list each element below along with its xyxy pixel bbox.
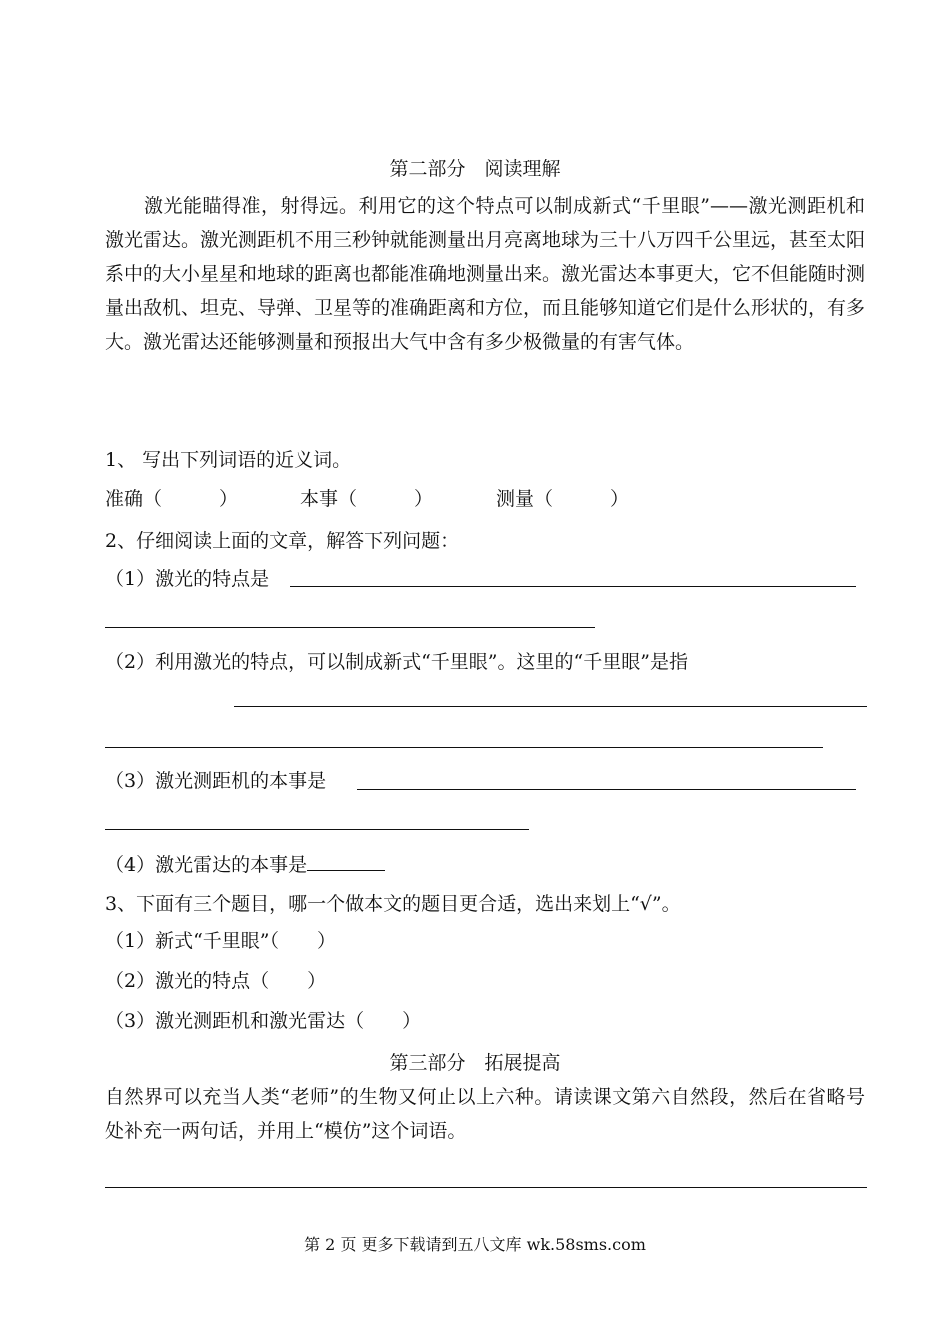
answer-line — [290, 586, 856, 587]
q3-option-1: （1）新式“千里眼”（ ） — [105, 930, 337, 952]
answer-blank — [307, 852, 385, 871]
q1-prompt: 1、 写出下列词语的近义词。 — [105, 449, 352, 471]
q1-word-1: 准确（ ） — [105, 488, 239, 510]
page-footer: 第 2 页 更多下载请到五八文库 wk.58sms.com — [304, 1235, 646, 1254]
answer-line — [105, 829, 529, 830]
q1-word-3: 测量（ ） — [496, 488, 630, 510]
q2-prompt: 2、仔细阅读上面的文章，解答下列问题： — [105, 530, 460, 552]
answer-line — [234, 706, 867, 707]
answer-line — [105, 747, 823, 748]
answer-line — [105, 627, 595, 628]
part2-title: 第二部分 阅读理解 — [389, 158, 561, 180]
answer-line — [357, 789, 856, 790]
q3-prompt: 3、下面有三个题目，哪一个做本文的题目更合适，选出来划上“√”。 — [105, 893, 681, 915]
q3-option-2: （2）激光的特点（ ） — [105, 970, 327, 992]
reading-passage: 激光能瞄得准，射得远。利用它的这个特点可以制成新式“千里眼”——激光测距机和激光雷达。激光测距机不用三秒钟就能测量出月亮离地球为三十八万四千公里远，甚至太阳系中的大小星星和地球的距离也都能准确地测量出来。激光雷达本事更大，它不但能随时测量出敌机、坦克、导弹、卫星等的准确距离和方位，而且能够知道它们是什么形状的，有多大。激光雷达还能够测量和预报出大气中含有多少极微量的有害气体。 — [105, 195, 866, 353]
part3-title: 第三部分 拓展提高 — [389, 1052, 561, 1074]
part3-text: 自然界可以充当人类“老师”的生物又何止以上六种。请读课文第六自然段，然后在省略号处补充一两句话，并用上“模仿”这个词语。 — [105, 1086, 865, 1142]
q2-sub3-label: （3）激光测距机的本事是 — [105, 770, 327, 792]
q2-sub4-label: （4）激光雷达的本事是 — [105, 852, 385, 877]
q3-option-3: （3）激光测距机和激光雷达（ ） — [105, 1010, 422, 1032]
q2-sub2-label: （2）利用激光的特点，可以制成新式“千里眼”。这里的“千里眼”是指 — [105, 651, 688, 673]
q2-sub1-label: （1）激光的特点是 — [105, 568, 270, 590]
answer-line — [105, 1187, 867, 1188]
q1-word-2: 本事（ ） — [300, 488, 434, 510]
